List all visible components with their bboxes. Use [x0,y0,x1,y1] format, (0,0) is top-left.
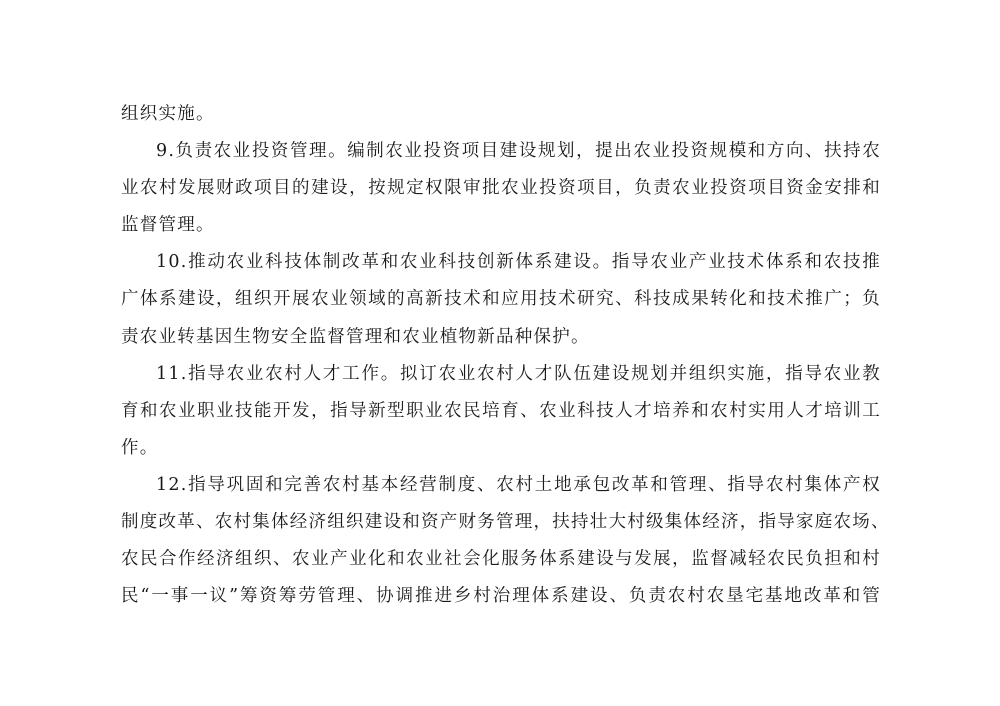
paragraph-12-line-3: 农民合作经济组织、农业产业化和农业社会化服务体系建设与发展，监督减轻农民负担和村 [121,549,881,570]
paragraph-12-line-4: 民“一事一议”筹资筹劳管理、协调推进乡村治理体系建设、负责农村农垦宅基地改革和管 [121,586,881,607]
document-body [121,96,890,615]
text-line: 组织实施。 [121,104,215,124]
paragraph-10-line-2: 广体系建设，组织开展农业领域的高新技术和应用技术研究、科技成果转化和技术推广；负 [121,289,881,310]
paragraph-12-line-2: 制度改革、农村集体经济组织建设和资产财务管理，扶持壮大村级集体经济，指导家庭农场、 [121,512,890,533]
paragraph-10-line-1: 10.推动农业科技体制改革和农业科技创新体系建设。指导农业产业技术体系和农技推 [156,252,881,273]
paragraph-10-line-3: 责农业转基因生物安全监督管理和农业植物新品种保护。 [121,326,590,347]
paragraph-9-line-1: 9.负责农业投资管理。编制农业投资项目建设规划，提出农业投资规模和方向、扶持农 [156,141,881,162]
paragraph-11-line-2: 育和农业职业技能开发，指导新型职业农民培育、农业科技人才培养和农村实用人才培训工 [121,400,881,421]
paragraph-9-line-3: 监督管理。 [121,215,215,236]
paragraph-12-line-1: 12.指导巩固和完善农村基本经营制度、农村土地承包改革和管理、指导农村集体产权 [156,474,881,495]
paragraph-9-line-2: 业农村发展财政项目的建设，按规定权限审批农业投资项目，负责农业投资项目资金安排和 [121,178,881,199]
paragraph-11-line-1: 11.指导农业农村人才工作。拟订农业农村人才队伍建设规划并组织实施，指导农业教 [156,363,881,384]
paragraph-11-line-3: 作。 [121,437,159,458]
